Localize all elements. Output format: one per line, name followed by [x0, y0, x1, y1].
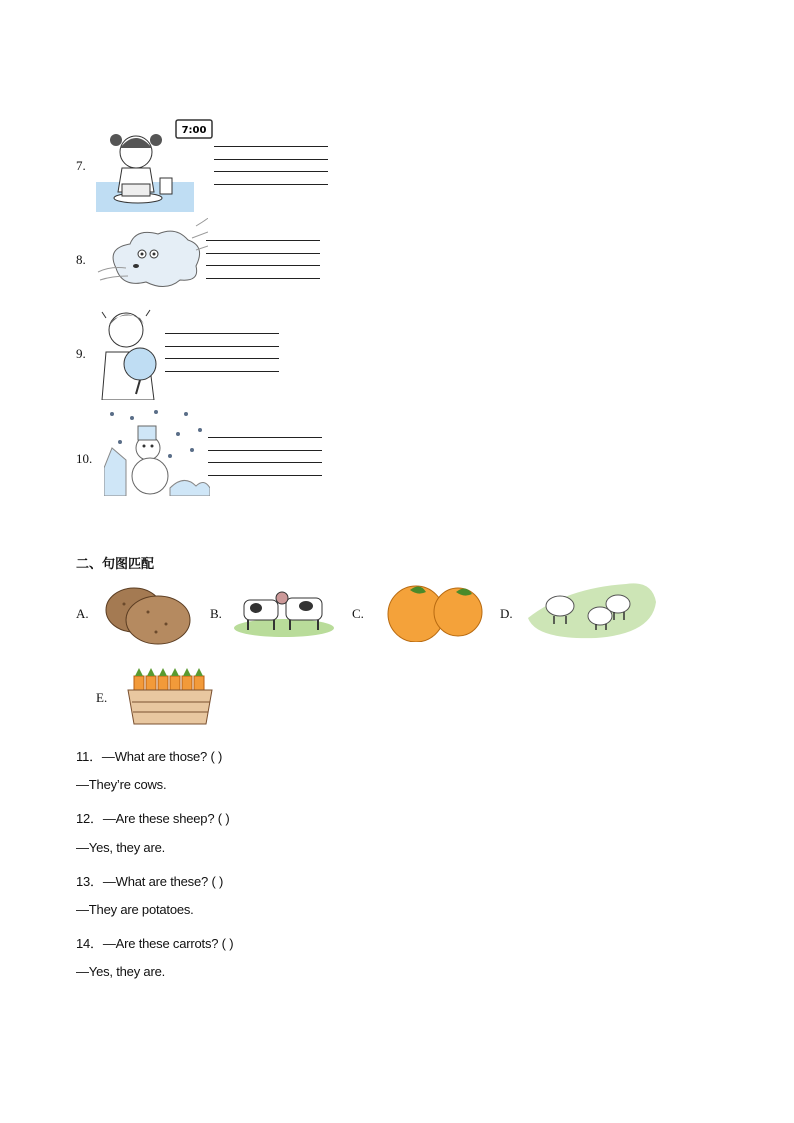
girl-breakfast-picture	[96, 118, 214, 212]
cows-picture	[234, 584, 336, 638]
section-2-title: 二、句图匹配	[76, 557, 155, 572]
item-10-answer-lines[interactable]	[208, 437, 322, 487]
wind-cloud-picture	[96, 218, 208, 294]
question-13: 13．—What are these? ( )	[76, 874, 224, 889]
snowman-picture	[104, 408, 210, 496]
answer-14: —Yes, they are.	[76, 964, 166, 979]
option-c-letter: C.	[352, 606, 364, 621]
answer-12: —Yes, they are.	[76, 840, 166, 855]
question-11: 11．—What are those? ( )	[76, 749, 223, 764]
option-e-letter: E.	[96, 690, 108, 705]
answer-13: —They are potatoes.	[76, 902, 194, 917]
item-7-answer-lines[interactable]	[214, 146, 328, 196]
option-b-letter: B.	[210, 606, 222, 621]
clock-time: 7:00	[181, 125, 207, 136]
question-14: 14．—Are these carrots? ( )	[76, 936, 234, 951]
sheep-picture	[526, 578, 658, 640]
item-9-answer-lines[interactable]	[165, 333, 279, 383]
item-8-number: 8.	[76, 252, 86, 267]
hot-boy-picture	[96, 304, 168, 400]
carrots-basket-picture	[126, 666, 216, 728]
item-8-answer-lines[interactable]	[206, 240, 320, 290]
potatoes-picture	[104, 582, 192, 646]
option-a-letter: A.	[76, 606, 89, 621]
item-7-number: 7.	[76, 158, 86, 173]
option-d-letter: D.	[500, 606, 513, 621]
item-10-number: 10.	[76, 451, 93, 466]
oranges-picture	[386, 582, 484, 642]
question-12: 12．—Are these sheep? ( )	[76, 811, 230, 826]
answer-11: —They’re cows.	[76, 777, 167, 792]
item-9-number: 9.	[76, 346, 86, 361]
